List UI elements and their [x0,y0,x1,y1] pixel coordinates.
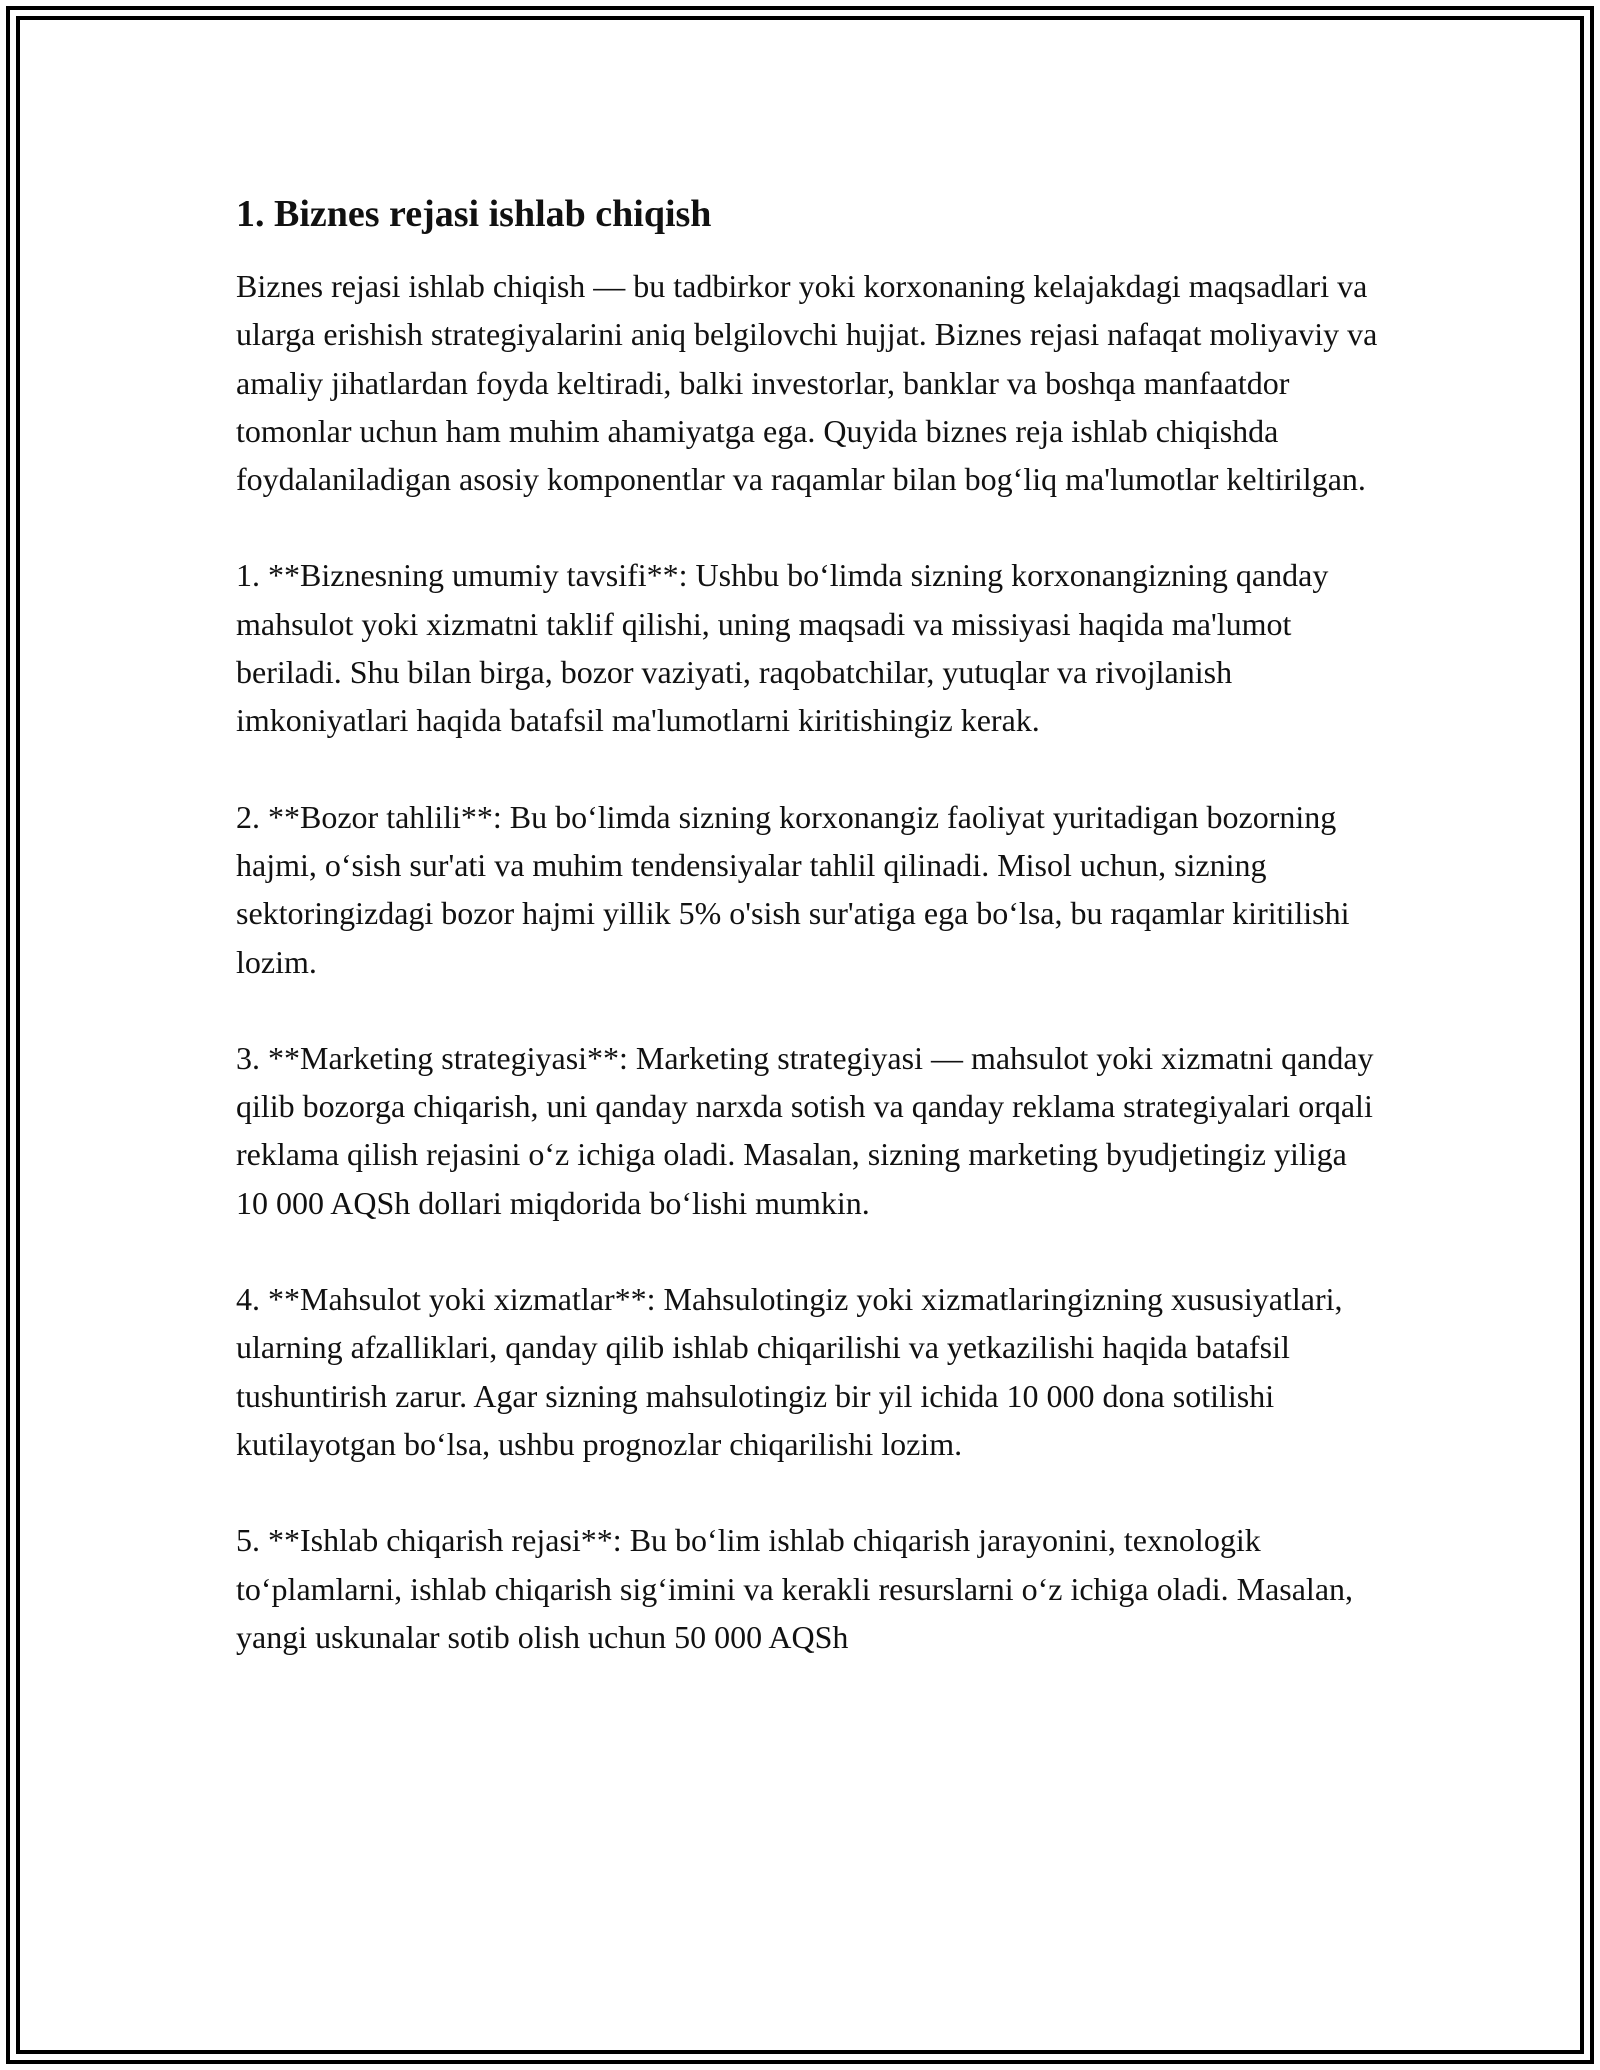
section-4-paragraph: 4. **Mahsulot yoki xizmatlar**: Mahsulotingiz yoki xizmatlaringizning xususiyatlari, ularning afzalliklari, qanday qilib ishlab chiqarilishi va yetkazilishi haqida batafsil tushuntirish zarur. Agar sizning mahsulotingiz bir yil ichida 10 000 dona sotilishi kutilayotgan bo‘lsa, ushbu prognozlar chiqarilishi lozim. [236,1281,1343,1462]
document-body [236,188,1386,1709]
section-5-paragraph: 5. **Ishlab chiqarish rejasi**: Bu bo‘lim ishlab chiqarish jarayonini, texnologik to‘plamlarni, ishlab chiqarish sig‘imini va kerakli resurslarni o‘z ichiga oladi. Masalan, yangi uskunalar sotib olish uchun 50 000 AQSh [236,1522,1354,1655]
document-title: 1. Biznes rejasi ishlab chiqish [236,193,712,235]
section-3-paragraph: 3. **Marketing strategiyasi**: Marketing strategiyasi — mahsulot yoki xizmatni qanday qilib bozorga chiqarish, uni qanday narxda sotish va qanday reklama strategiyalari orqali reklama qilish rejasini o‘z ichiga oladi. Masalan, sizning marketing byudjetingiz yiliga 10 000 AQSh dollari miqdorida bo‘lishi mumkin. [236,1039,1374,1221]
section-1-paragraph: 1. **Biznesning umumiy tavsifi**: Ushbu bo‘limda sizning korxonangizning qanday mahsulot yoki xizmatni taklif qilishi, uning maqsadi va missiyasi haqida ma'lumot beriladi. Shu bilan birga, bozor vaziyati, raqobatchilar, yutuqlar va rivojlanish imkoniyatlari haqida batafsil ma'lumotlarni kiritishingiz kerak. [236,557,1329,739]
intro-paragraph: Biznes rejasi ishlab chiqish — bu tadbirkor yoki korxonaning kelajakdagi maqsadlari va ularga erishish strategiyalarini aniq belgilovchi hujjat. Biznes rejasi nafaqat moliyaviy va amaliy jihatlardan foyda keltiradi, balki investorlar, banklar va boshqa manfaatdor tomonlar uchun ham muhim ahamiyatga ega. Quyida biznes reja ishlab chiqishda foydalaniladigan asosiy komponentlar va raqamlar bilan bog‘liq ma'lumotlar keltirilgan. [236,268,1378,498]
section-2-paragraph: 2. **Bozor tahlili**: Bu bo‘limda sizning korxonangiz faoliyat yuritadigan bozorning hajmi, o‘sish sur'ati va muhim tendensiyalar tahlil qilinadi. Misol uchun, sizning sektoringizdagi bozor hajmi yillik 5% o'sish sur'atiga ega bo‘lsa, bu raqamlar kiritilishi lozim. [236,798,1350,980]
